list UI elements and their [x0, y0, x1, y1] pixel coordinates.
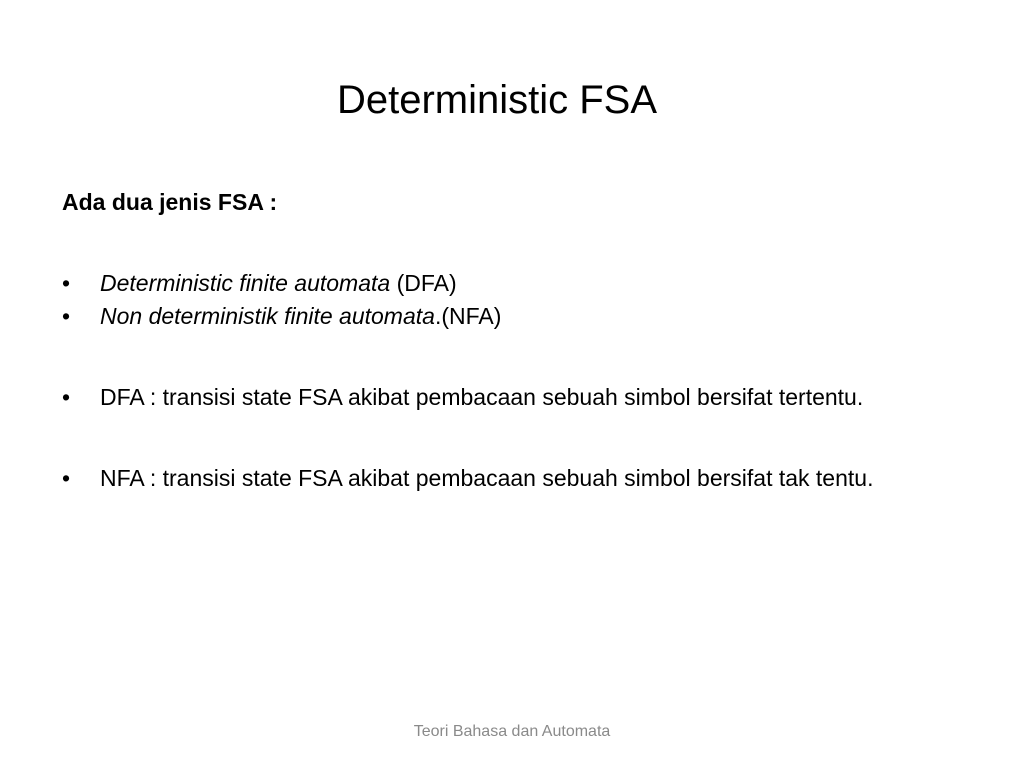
section-heading: Ada dua jenis FSA :	[62, 189, 278, 215]
bullet-item-nfa	[62, 300, 992, 333]
footer-text: Teori Bahasa dan Automata	[413, 723, 611, 740]
bullet-italic-text: Non deterministik finite automata	[100, 303, 435, 329]
bullet-text: DFA : transisi state FSA akibat pembacaan sebuah simbol bersifat tertentu.	[100, 384, 864, 410]
slide-footer	[0, 723, 1024, 741]
bullet-text: .(NFA)	[434, 303, 502, 329]
bullet-icon: •	[62, 465, 71, 491]
bullet-text: (DFA)	[390, 270, 457, 296]
slide-title: Deterministic FSA	[336, 78, 658, 122]
bullet-icon: •	[62, 270, 71, 296]
bullet-list	[62, 267, 992, 495]
bullet-item-nfa-definition	[62, 462, 992, 495]
bullet-italic-text: Deterministic finite automata	[100, 270, 391, 296]
bullet-icon: •	[62, 384, 71, 410]
slide-body	[62, 186, 992, 495]
bullet-text: NFA : transisi state FSA akibat pembacaan sebuah simbol bersifat tak tentu.	[100, 465, 874, 491]
bullet-item-dfa-definition	[62, 381, 992, 414]
bullet-item-dfa	[62, 267, 992, 300]
bullet-icon: •	[62, 303, 71, 329]
